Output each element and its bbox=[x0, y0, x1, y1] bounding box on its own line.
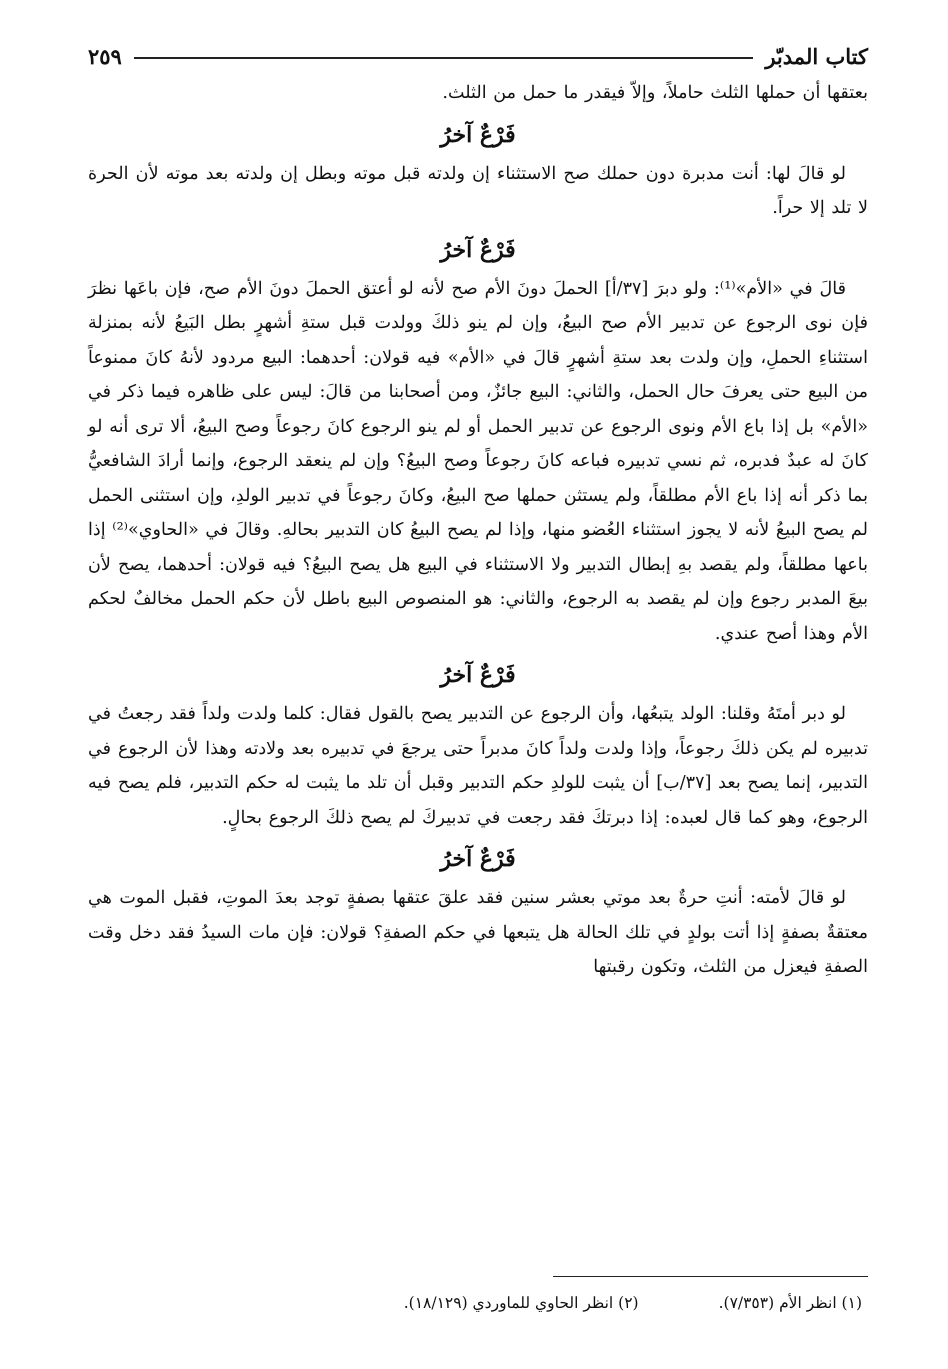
running-header bbox=[88, 36, 868, 76]
paragraph-2: قالَ في «الأم»⁽¹⁾: ولو دبرَ [٣٧/أ] الحملَ دونَ الأم صح لأنه لو أعتق الحملَ دونَ الأم صح، فإن باعَها نظرَ فإن نوى الرجوع عن تدبير الأم صح البيعُ، وإن لم ينو ذلكَ وولدت قبل ستةِ أشهرٍ بطل البَيعُ لأنه بمنزلة استثناءِ الحملِ، وإن ولدت بعد ستةِ أشهرٍ قالَ في «الأم» فيه قولان: أحدهما: البيع مردود لأنهُ كانَ ممنوعاً من البيع حتى يعرفَ حال الحمل، والثاني: البيع جائزٌ، ومن أصحابنا من قالَ: ليس على ظاهره فيما ذكر في «الأم» بل إذا باع الأم ونوى الرجوع عن تدبير الحمل أو لم ينو الرجوع كانَ رجوعاً وصح البيعُ، ألا ترى أنه لو كانَ له عبدٌ فدبره، ثم نسي تدبيره فباعه كانَ رجوعاً وصح البيعُ؟ وإن لم ينعقد الرجوع، وإنما أرادَ الشافعيُّ بما ذكر أنه إذا باع الأم مطلقاً، ولم يستثن حملها صح البيعُ، وكانَ رجوعاً في تدبير الولدِ، وإن استثنى الحمل لم يصح البيعُ لأنه لا يجوز استثناء العُضو منها، وإذا لم يصح البيعُ كان التدبير بحالهِ. وقالَ في «الحاوي»⁽²⁾ إذا باعها مطلقاً، ولم يقصد بهِ إبطال التدبير ولا الاستثناء في البيع هل يصح البيعُ؟ فيه قولان: أحدهما، يصح لأن بيعَ المدبر رجوع وإن لم يقصد به الرجوع، والثاني: هو المنصوص البيع باطل لأن حكم الحمل مخالفٌ لحكم الأم وهذا أصح عندي. bbox=[88, 278, 869, 644]
section-heading-3: فَرْعٌ آخرُ bbox=[440, 662, 516, 688]
section-heading-2: فَرْعٌ آخرُ bbox=[440, 236, 516, 263]
paragraph-continuation: بعتقها أن حملها الثلث حاملاً، وإلاّ فيقدر ما حمل من الثلث. bbox=[442, 83, 868, 103]
header-rule bbox=[134, 57, 754, 59]
book-title: كتاب المدبّر bbox=[765, 43, 868, 69]
page-number: ٢٥٩ bbox=[88, 43, 122, 69]
footnotes bbox=[180, 1290, 862, 1316]
footnote-rule bbox=[553, 1276, 868, 1277]
book-page bbox=[88, 36, 868, 1369]
paragraph-1: لو قالَ لها: أنت مدبرة دون حملك صح الاستثناء إن ولدته قبل موته وبطل إن ولدته بعد موته لأن الحرة لا تلد إلا حراً. bbox=[88, 163, 868, 218]
footnote-2: (٢) انظر الحاوي للماوردي (١٨/١٢٩). bbox=[403, 1294, 639, 1312]
section-heading-1: فَرْعٌ آخرُ bbox=[440, 121, 516, 148]
paragraph-3: لو دبر أمتَهُ وقلنا: الولد يتبعُها، وأن الرجوع عن التدبير يصح بالقول فقال: كلما ولدت ولداً فقد رجعتُ في تدبيره لم يكن ذلكَ رجوعاً، وإذا ولدت ولداً كانَ مدبراً حتى يرجعَ في تدبيره بعد ولادته وهذا لأن الرجوع في التدبير، إنما يصح بعد [٣٧/ب] أن يثبت للولدِ حكم التدبير وقبل أن تلد ما يثبت له حكم التدبير، فلم يصح فيه الرجوع، وهو كما قال لعبده: إذا دبرتكَ فقد رجعت في تدبيركَ لم يصح ذلكَ الرجوع بحالٍ. bbox=[88, 704, 868, 828]
paragraph-4: لو قالَ لأمته: أنتِ حرةٌ بعد موتي بعشر سنين فقد علقَ عتقها بصفةٍ توجد بعدَ الموتِ، فقبل الموت هي معتقةٌ بصفةٍ إذا أتت بولدٍ في تلك الحالة هل يتبعها في حكم الصفةِ؟ قولان: فإن مات السيدُ فقد دخل وقت الصفةِ فيعزل من الثلث، وتكون رقبتها bbox=[88, 888, 868, 977]
footnote-1: (١) انظر الأم (٧/٣٥٣). bbox=[718, 1294, 862, 1312]
section-heading-4: فَرْعٌ آخرُ bbox=[440, 846, 516, 872]
